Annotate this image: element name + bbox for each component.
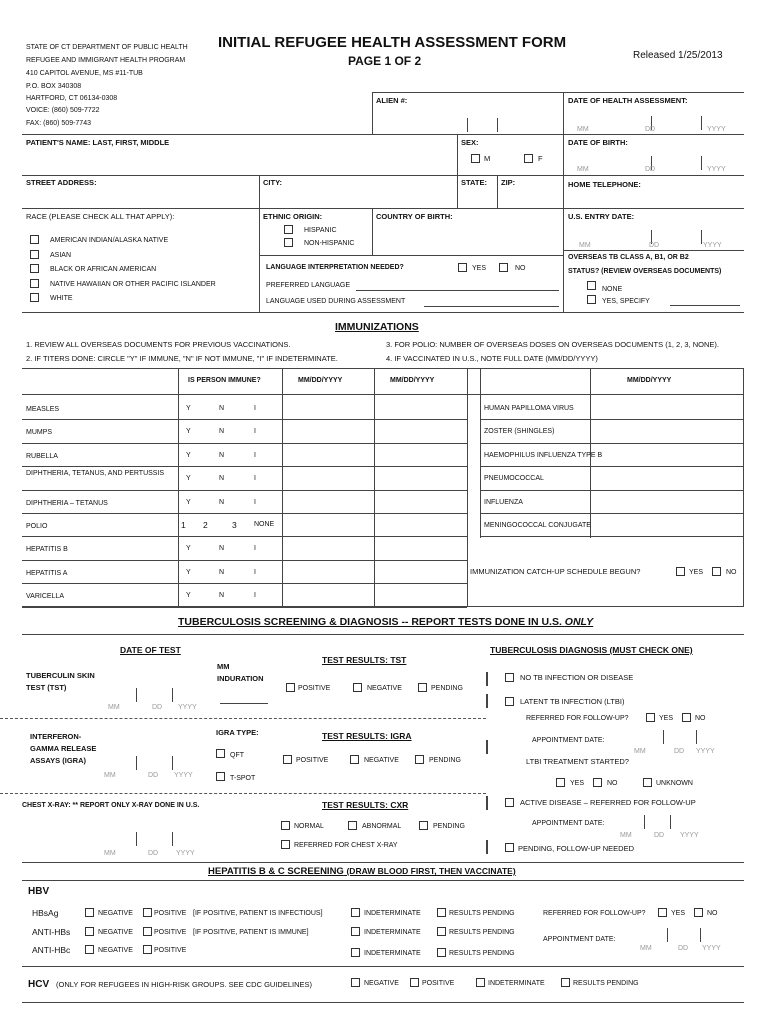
hbsag-pending-checkbox[interactable] <box>437 908 446 917</box>
antihbs-label: ANTI-HBs <box>32 927 71 937</box>
vaccine-name: INFLUENZA <box>484 498 523 506</box>
language-yes-label: YES <box>472 265 487 272</box>
ltbi-referred-no-label: NO <box>695 715 706 722</box>
vaccine-name: DIPHTHERIA, TETANUS, AND PERTUSSIS <box>26 470 165 478</box>
hcv-positive-label: POSITIVE <box>422 980 455 987</box>
vaccine-name: DIPHTHERIA – TETANUS <box>26 499 108 507</box>
immune-option[interactable]: Y <box>186 475 191 483</box>
no-tb-checkbox[interactable] <box>505 673 514 682</box>
vaccine-name: HAEMOPHILUS INFLUENZA TYPE B <box>484 451 603 459</box>
agency-line: 410 CAPITOL AVENUE, MS #11-TUB <box>26 70 143 77</box>
hcv-positive-checkbox[interactable] <box>410 978 419 987</box>
immune-option[interactable]: I <box>254 475 256 483</box>
vaccine-date-field-2[interactable] <box>375 560 465 581</box>
vaccine-date-field[interactable] <box>591 419 741 440</box>
treatment-no-label: NO <box>607 780 618 787</box>
vaccine-date-field[interactable] <box>591 513 741 534</box>
vaccine-date-field[interactable] <box>591 396 741 417</box>
antihbs-positive-checkbox[interactable] <box>143 927 152 936</box>
tst-positive-checkbox[interactable] <box>286 683 295 692</box>
tst-results-heading: TEST RESULTS: TST <box>322 655 407 665</box>
treatment-unknown-label: UNKNOWN <box>656 780 693 787</box>
city-label: CITY: <box>263 178 283 187</box>
column-immune: IS PERSON IMMUNE? <box>188 377 261 384</box>
treatment-yes-label: YES <box>570 780 585 787</box>
city-field[interactable] <box>260 188 456 207</box>
page-number: PAGE 1 OF 2 <box>348 54 422 68</box>
igra-results-heading: TEST RESULTS: IGRA <box>322 731 412 741</box>
qft-checkbox[interactable] <box>216 749 225 758</box>
catchup-yes-label: YES <box>689 569 704 576</box>
cxr-normal-label: NORMAL <box>294 823 324 830</box>
chest-xray-label: CHEST X-RAY: ** REPORT ONLY X-RAY DONE IN U.S. <box>22 802 200 809</box>
immune-option[interactable]: N <box>219 545 225 553</box>
hbv-referred-no-checkbox[interactable] <box>694 908 703 917</box>
vaccine-date-field[interactable] <box>591 443 741 464</box>
alien-number-label: ALIEN #: <box>376 96 408 105</box>
immune-option[interactable]: Y <box>186 405 191 412</box>
hbsag-positive-label: POSITIVE <box>154 910 187 917</box>
language-used-label: LANGUAGE USED DURING ASSESSMENT <box>266 298 406 305</box>
igra-pending-checkbox[interactable] <box>415 755 424 764</box>
cxr-abnormal-checkbox[interactable] <box>348 821 357 830</box>
home-telephone-field[interactable] <box>564 190 744 207</box>
catchup-label: IMMUNIZATION CATCH-UP SCHEDULE BEGUN? <box>470 567 641 576</box>
hbsag-pending-label: RESULTS PENDING <box>449 910 515 917</box>
hbsag-negative-label: NEGATIVE <box>98 910 133 917</box>
language-no-label: NO <box>515 265 526 272</box>
treatment-yes-checkbox[interactable] <box>556 778 565 787</box>
immune-option[interactable]: I <box>254 498 256 506</box>
immune-option[interactable]: Y <box>186 451 191 459</box>
hcv-label: HCV <box>28 979 50 990</box>
language-needed-label: LANGUAGE INTERPRETATION NEEDED? <box>266 264 404 271</box>
vaccine-date-field-1[interactable] <box>283 466 373 487</box>
hbsag-indeterminate-checkbox[interactable] <box>351 908 360 917</box>
sex-female-checkbox[interactable] <box>524 154 533 163</box>
tspot-label: T-SPOT <box>230 775 256 782</box>
sex-female-label: F <box>538 154 543 163</box>
igra-type-label: IGRA TYPE: <box>216 728 259 737</box>
immune-option[interactable]: Y <box>186 592 191 600</box>
race-checkbox[interactable] <box>30 279 39 288</box>
immune-option[interactable]: I <box>254 592 256 600</box>
agency-line: P.O. BOX 340308 <box>26 83 82 90</box>
race-option-label: ASIAN <box>50 252 72 259</box>
hbsag-positive-checkbox[interactable] <box>143 908 152 917</box>
tst-pending-checkbox[interactable] <box>418 683 427 692</box>
race-label: RACE (PLEASE CHECK ALL THAT APPLY): <box>26 212 175 221</box>
street-address-label: STREET ADDRESS: <box>26 178 97 187</box>
home-telephone-label: HOME TELEPHONE: <box>568 180 641 189</box>
tb-class-none-checkbox[interactable] <box>587 281 596 290</box>
antihbc-label: ANTI-HBc <box>32 945 71 955</box>
vaccine-date-field-1[interactable] <box>283 560 373 581</box>
hbsag-note: [IF POSITIVE, PATIENT IS INFECTIOUS] <box>193 910 323 917</box>
hbv-referred-no-label: NO <box>707 910 718 917</box>
igra-negative-checkbox[interactable] <box>350 755 359 764</box>
igra-positive-label: POSITIVE <box>296 757 329 764</box>
non-hispanic-label: NON-HISPANIC <box>304 240 355 247</box>
race-option-label: BLACK OR AFRICAN AMERICAN <box>50 266 157 273</box>
ltbi-referred-yes-label: YES <box>659 715 674 722</box>
hbsag-label: HBsAg <box>32 908 59 918</box>
pending-followup-label: PENDING, FOLLOW-UP NEEDED <box>518 844 634 853</box>
hbv-referred-yes-checkbox[interactable] <box>658 908 667 917</box>
race-checkbox[interactable] <box>30 250 39 259</box>
vaccine-date-field-2[interactable] <box>375 583 465 604</box>
antihbc-pending-checkbox[interactable] <box>437 948 446 957</box>
catchup-no-checkbox[interactable] <box>712 567 721 576</box>
vaccine-name: HEPATITIS B <box>26 546 68 554</box>
ltbi-referred-label: REFERRED FOR FOLLOW-UP? <box>526 715 629 722</box>
us-entry-date-label: U.S. ENTRY DATE: <box>568 212 635 221</box>
form-title: INITIAL REFUGEE HEALTH ASSESSMENT FORM <box>218 34 567 51</box>
vaccine-name: MENINGOCOCCAL CONJUGATE <box>484 522 591 529</box>
tspot-checkbox[interactable] <box>216 772 225 781</box>
immune-option[interactable]: I <box>254 451 256 459</box>
antihbc-positive-label: POSITIVE <box>154 947 187 954</box>
active-appointment-field[interactable]: MM DD YYYY <box>618 815 718 841</box>
immunizations-heading: IMMUNIZATIONS <box>335 321 419 333</box>
hcv-note: (ONLY FOR REFUGEES IN HIGH-RISK GROUPS. SEE CDC GUIDELINES) <box>56 980 313 989</box>
tb-heading: TUBERCULOSIS SCREENING & DIAGNOSIS -- REPORT TESTS DONE IN U.S. ONLY <box>178 616 594 628</box>
tb-class-yes-label: YES, SPECIFY <box>602 298 650 305</box>
vaccine-date-field-2[interactable] <box>375 466 465 487</box>
vaccine-name: HUMAN PAPILLOMA VIRUS <box>484 405 574 412</box>
igra-pending-label: PENDING <box>429 757 461 764</box>
state-label: STATE: <box>461 178 487 187</box>
immune-option[interactable]: I <box>254 545 256 553</box>
immune-option[interactable]: N <box>219 568 225 576</box>
tb-diagnosis-heading: TUBERCULOSIS DIAGNOSIS (MUST CHECK ONE) <box>490 645 693 655</box>
race-option-label: AMERICAN INDIAN/ALASKA NATIVE <box>50 237 169 244</box>
igra-date-field[interactable]: MM DD YYYY <box>100 756 210 782</box>
vaccine-name: ZOSTER (SHINGLES) <box>484 428 555 436</box>
hcv-negative-checkbox[interactable] <box>351 978 360 987</box>
column-date: MM/DD/YYYY <box>627 377 672 384</box>
pending-followup-checkbox[interactable] <box>505 843 514 852</box>
vaccine-date-field-1[interactable] <box>283 583 373 604</box>
immune-option[interactable]: Y <box>186 545 191 553</box>
immunization-instruction-4: 4. IF VACCINATED IN U.S., NOTE FULL DATE (MM/DD/YYYY) <box>386 354 598 363</box>
preferred-language-label: PREFERRED LANGUAGE <box>266 282 351 289</box>
immune-option[interactable]: N <box>219 428 225 436</box>
preferred-language-field[interactable] <box>356 290 559 291</box>
sex-male-checkbox[interactable] <box>471 154 480 163</box>
vaccine-date-field-1[interactable] <box>283 396 373 417</box>
antihbs-indeterminate-checkbox[interactable] <box>351 927 360 936</box>
immune-option[interactable]: I <box>254 568 256 576</box>
catchup-no-label: NO <box>726 569 737 576</box>
non-hispanic-checkbox[interactable] <box>284 238 293 247</box>
polio-dose-option[interactable]: NONE <box>254 521 275 528</box>
antihbs-negative-label: NEGATIVE <box>98 929 133 936</box>
ethnic-origin-label: ETHNIC ORIGIN: <box>263 212 323 221</box>
tb-class-specify-field[interactable] <box>670 305 740 306</box>
vaccine-name: MUMPS <box>26 429 53 437</box>
cxr-pending-checkbox[interactable] <box>419 821 428 830</box>
tb-class-yes-checkbox[interactable] <box>587 295 596 304</box>
polio-dose-option[interactable]: 3 <box>232 520 237 530</box>
race-option-label: NATIVE HAWAIIAN OR OTHER PACIFIC ISLANDER <box>50 281 216 288</box>
immune-option[interactable]: I <box>254 428 256 436</box>
sex-label: SEX: <box>461 138 479 147</box>
immune-option[interactable]: N <box>219 475 225 483</box>
column-date: MM/DD/YYYY <box>298 377 343 384</box>
hbv-referred-yes-label: YES <box>671 910 686 917</box>
vaccine-name: HEPATITIS A <box>26 569 68 577</box>
country-of-birth-field[interactable] <box>374 224 562 254</box>
vaccine-name: MEASLES <box>26 406 60 413</box>
polio-dose-option[interactable]: 2 <box>203 520 208 530</box>
us-entry-date-field[interactable]: MM DD YYYY <box>563 222 743 252</box>
antihbc-pending-label: RESULTS PENDING <box>449 950 515 957</box>
immune-option[interactable]: Y <box>186 568 191 576</box>
polio-dose-option[interactable]: 1 <box>181 520 186 530</box>
immunization-instruction-3: 3. FOR POLIO: NUMBER OF OVERSEAS DOSES ON OVERSEAS DOCUMENTS (1, 2, 3, NONE). <box>386 340 719 349</box>
column-date: MM/DD/YYYY <box>390 377 435 384</box>
ltbi-treatment-label: LTBI TREATMENT STARTED? <box>526 757 629 766</box>
cxr-results-heading: TEST RESULTS: CXR <box>322 800 409 810</box>
country-of-birth-label: COUNTRY OF BIRTH: <box>376 212 453 221</box>
vaccine-date-field-1[interactable] <box>283 419 373 440</box>
vaccine-date-field[interactable] <box>591 490 741 511</box>
antihbs-pending-checkbox[interactable] <box>437 927 446 936</box>
agency-line: REFUGEE AND IMMIGRANT HEALTH PROGRAM <box>26 57 186 64</box>
qft-label: QFT <box>230 752 244 759</box>
ltbi-referred-no-checkbox[interactable] <box>682 713 691 722</box>
tb-class-label: OVERSEAS TB CLASS A, B1, OR B2 <box>568 254 689 261</box>
active-disease-label: ACTIVE DISEASE – REFERRED FOR FOLLOW-UP <box>520 798 696 807</box>
tst-negative-checkbox[interactable] <box>353 683 362 692</box>
immune-option[interactable]: N <box>219 451 225 459</box>
agency-line: VOICE: (860) 509-7722 <box>26 107 100 114</box>
immunization-instruction-1: 1. REVIEW ALL OVERSEAS DOCUMENTS FOR PREVIOUS VACCINATIONS. <box>26 340 291 349</box>
igra-label: INTERFERON-GAMMA RELEASE ASSAYS (IGRA) <box>30 732 97 765</box>
antihbc-negative-label: NEGATIVE <box>98 947 133 954</box>
hcv-indeterminate-label: INDETERMINATE <box>488 980 545 987</box>
assessment-date-label: DATE OF HEALTH ASSESSMENT: <box>568 96 688 105</box>
hispanic-label: HISPANIC <box>304 227 337 234</box>
ltbi-appointment-label: APPOINTMENT DATE: <box>532 737 605 744</box>
cxr-date-field[interactable]: MM DD YYYY <box>100 832 210 858</box>
cxr-pending-label: PENDING <box>433 823 465 830</box>
race-checkbox[interactable] <box>30 264 39 273</box>
antihbc-positive-checkbox[interactable] <box>143 945 152 954</box>
antihbs-indeterminate-label: INDETERMINATE <box>364 929 421 936</box>
tst-positive-label: POSITIVE <box>298 685 331 692</box>
antihbs-negative-checkbox[interactable] <box>85 927 94 936</box>
hbv-label: HBV <box>28 886 50 897</box>
assessment-date-field[interactable]: MM DD YYYY <box>563 92 743 134</box>
catchup-yes-checkbox[interactable] <box>676 567 685 576</box>
antihbs-note: [IF POSITIVE, PATIENT IS IMMUNE] <box>193 929 309 936</box>
cxr-normal-checkbox[interactable] <box>281 821 290 830</box>
treatment-unknown-checkbox[interactable] <box>643 778 652 787</box>
vaccine-name: POLIO <box>26 523 48 530</box>
zip-field[interactable] <box>498 188 562 207</box>
patient-name-field[interactable] <box>22 148 456 174</box>
dob-label: DATE OF BIRTH: <box>568 138 628 147</box>
antihbs-positive-label: POSITIVE <box>154 929 187 936</box>
race-checkbox[interactable] <box>30 293 39 302</box>
tst-pending-label: PENDING <box>431 685 463 692</box>
immune-option[interactable]: N <box>219 592 225 600</box>
ltbi-label: LATENT TB INFECTION (LTBI) <box>520 697 625 706</box>
induration-field[interactable] <box>220 703 268 704</box>
tb-status-label: STATUS? (REVIEW OVERSEAS DOCUMENTS) <box>568 268 722 275</box>
tst-date-field[interactable]: MM DD YYYY <box>100 688 210 714</box>
vaccine-date-field-1[interactable] <box>283 513 373 534</box>
active-disease-checkbox[interactable] <box>505 798 514 807</box>
active-appointment-label: APPOINTMENT DATE: <box>532 820 605 827</box>
language-yes-checkbox[interactable] <box>458 263 467 272</box>
hcv-pending-label: RESULTS PENDING <box>573 980 639 987</box>
street-address-field[interactable] <box>22 188 258 207</box>
igra-positive-checkbox[interactable] <box>283 755 292 764</box>
ltbi-appointment-field[interactable]: MM DD YYYY <box>630 730 730 756</box>
antihbc-negative-checkbox[interactable] <box>85 945 94 954</box>
hbv-appointment-label: APPOINTMENT DATE: <box>543 936 616 943</box>
vaccine-date-field-2[interactable] <box>375 443 465 464</box>
vaccine-date-field-1[interactable] <box>283 490 373 511</box>
cxr-abnormal-label: ABNORMAL <box>362 823 402 830</box>
ltbi-checkbox[interactable] <box>505 697 514 706</box>
igra-negative-label: NEGATIVE <box>364 757 399 764</box>
race-option-label: WHITE <box>50 295 73 302</box>
hbv-appointment-field[interactable]: MM DD YYYY <box>632 928 732 954</box>
vaccine-date-field-2[interactable] <box>375 490 465 511</box>
vaccine-date-field-2[interactable] <box>375 419 465 440</box>
vaccine-date-field-2[interactable] <box>375 513 465 534</box>
hepatitis-heading: HEPATITIS B & C SCREENING (DRAW BLOOD FIRST, THEN VACCINATE) <box>208 866 516 877</box>
hbsag-indeterminate-label: INDETERMINATE <box>364 910 421 917</box>
hcv-pending-checkbox[interactable] <box>561 978 570 987</box>
vaccine-date-field-1[interactable] <box>283 443 373 464</box>
treatment-no-checkbox[interactable] <box>593 778 602 787</box>
no-tb-label: NO TB INFECTION OR DISEASE <box>520 673 634 682</box>
hcv-indeterminate-checkbox[interactable] <box>476 978 485 987</box>
vaccine-date-field-1[interactable] <box>283 536 373 557</box>
immunization-instruction-2: 2. IF TITERS DONE: CIRCLE "Y" IF IMMUNE, "N" IF NOT IMMUNE, "I" IF INDETERMINATE. <box>26 354 338 363</box>
alien-number-field[interactable] <box>372 92 562 134</box>
antihbs-pending-label: RESULTS PENDING <box>449 929 515 936</box>
vaccine-name: PNEUMOCOCCAL <box>484 475 544 483</box>
tb-class-none-label: NONE <box>602 286 623 293</box>
release-date: Released 1/25/2013 <box>633 50 723 61</box>
vaccine-name: RUBELLA <box>26 452 58 460</box>
immune-option[interactable]: Y <box>186 498 191 506</box>
cxr-referred-checkbox[interactable] <box>281 840 290 849</box>
hbsag-negative-checkbox[interactable] <box>85 908 94 917</box>
dob-field[interactable]: MM DD YYYY <box>563 134 743 174</box>
antihbc-indeterminate-label: INDETERMINATE <box>364 950 421 957</box>
agency-line: FAX: (860) 509-7743 <box>26 120 91 127</box>
zip-label: ZIP: <box>501 178 516 187</box>
agency-line: HARTFORD, CT 06134-0308 <box>26 95 118 102</box>
tst-negative-label: NEGATIVE <box>367 685 402 692</box>
immune-option[interactable]: I <box>254 405 256 412</box>
mm-induration-label: MM INDURATION <box>217 662 264 683</box>
antihbc-indeterminate-checkbox[interactable] <box>351 948 360 957</box>
vaccine-date-field-2[interactable] <box>375 536 465 557</box>
date-of-test-heading: DATE OF TEST <box>120 645 181 655</box>
immune-option[interactable]: Y <box>186 428 191 436</box>
immune-option[interactable]: N <box>219 405 225 412</box>
hispanic-checkbox[interactable] <box>284 225 293 234</box>
cxr-referred-label: REFERRED FOR CHEST X-RAY <box>294 842 398 849</box>
hcv-negative-label: NEGATIVE <box>364 980 399 987</box>
sex-male-label: M <box>484 154 491 163</box>
agency-line: STATE OF CT DEPARTMENT OF PUBLIC HEALTH <box>26 44 188 51</box>
vaccine-date-field[interactable] <box>591 466 741 487</box>
immune-option[interactable]: N <box>219 498 225 506</box>
ltbi-referred-yes-checkbox[interactable] <box>646 713 655 722</box>
language-no-checkbox[interactable] <box>499 263 508 272</box>
vaccine-name: VARICELLA <box>26 593 64 601</box>
race-checkbox[interactable] <box>30 235 39 244</box>
language-used-field[interactable] <box>424 306 559 307</box>
tst-label: TUBERCULIN SKIN TEST (TST) <box>26 671 95 692</box>
hbv-referred-label: REFERRED FOR FOLLOW-UP? <box>543 910 646 917</box>
patient-name-label: PATIENT'S NAME: LAST, FIRST, MIDDLE <box>26 138 170 147</box>
vaccine-date-field-2[interactable] <box>375 396 465 417</box>
